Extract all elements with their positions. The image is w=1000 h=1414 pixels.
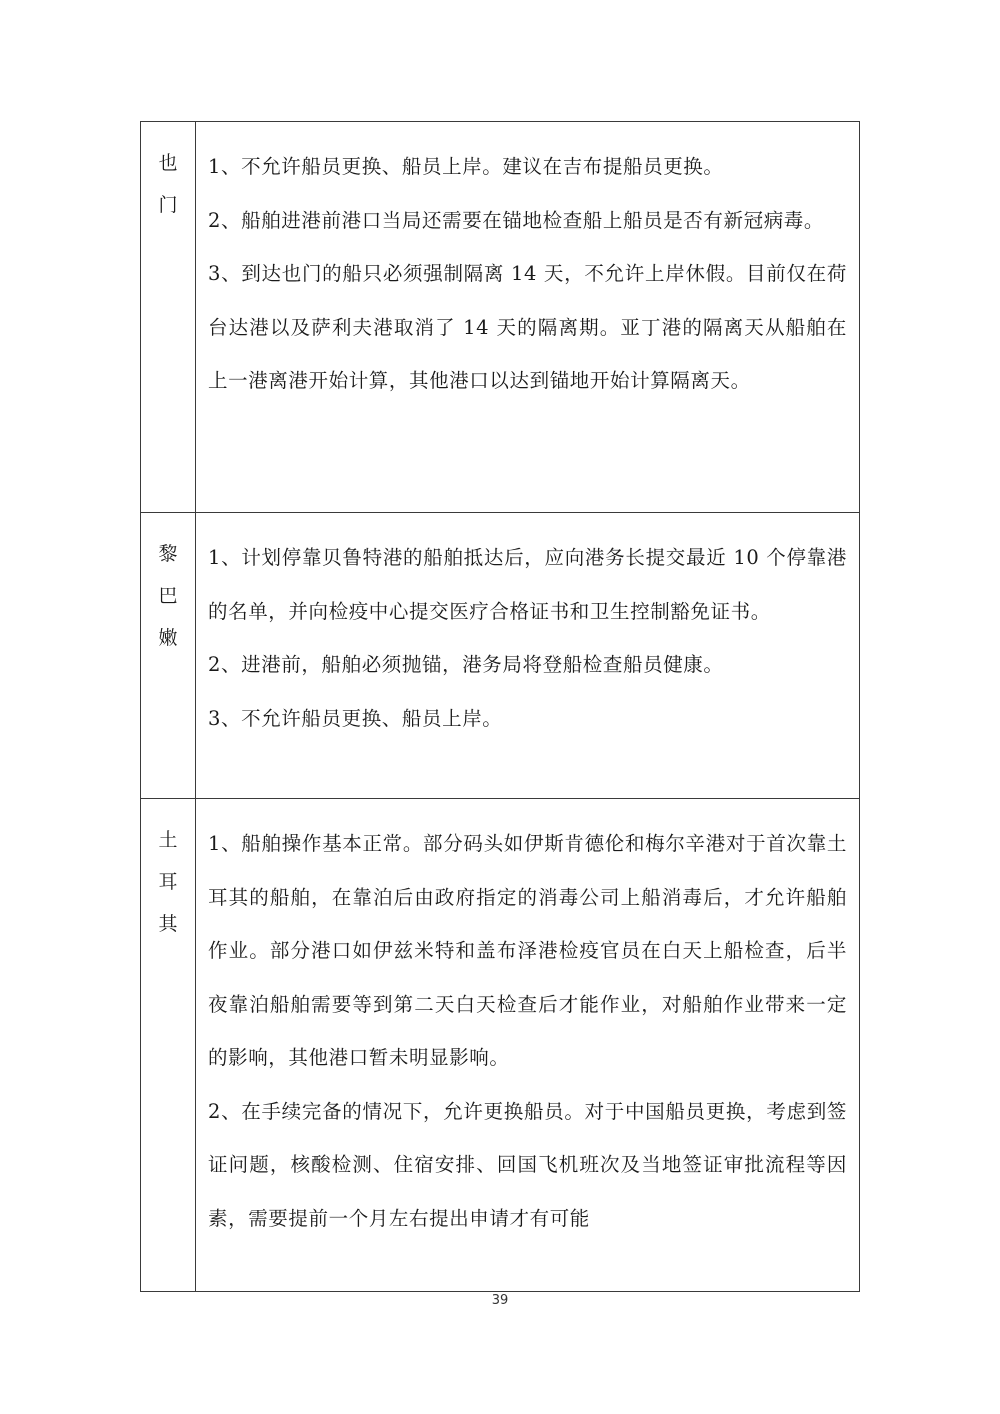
country-name: 黎巴嫩 [158,543,178,649]
country-cell [141,122,196,512]
country-cell [141,513,196,798]
country-name: 也门 [158,152,178,216]
table-row [141,122,859,512]
measures-cell [196,799,859,1291]
measure-paragraph: 2、在手续完备的情况下，允许更换船员。对于中国船员更换，考虑到签证问题，核酸检测、住宿安排、回国飞机班次及当地签证审批流程等因素，需要提前一个月左右提出申请才有可能 [208,1099,847,1230]
measure-paragraph: 2、船舶进港前港口当局还需要在锚地检查船上船员是否有新冠病毒。 [208,208,825,232]
country-name: 土耳其 [158,829,178,935]
measure-paragraph: 3、到达也门的船只必须强制隔离 14 天，不允许上岸休假。目前仅在荷台达港以及萨利夫港取消了 14 天的隔离期。亚丁港的隔离天从船舶在上一港离港开始计算，其他港口以达到锚地开始计算隔离天。 [208,262,847,392]
measure-paragraph: 1、不允许船员更换、船员上岸。建议在吉布提船员更换。 [208,155,724,178]
measure-paragraph: 1、计划停靠贝鲁特港的船舶抵达后，应向港务长提交最近 10 个停靠港的名单，并向检疫中心提交医疗合格证书和卫生控制豁免证书。 [208,546,847,623]
measures-cell [196,513,859,798]
measure-paragraph: 3、不允许船员更换、船员上岸。 [208,706,503,730]
table-row [141,512,859,798]
measures-cell [196,122,859,512]
country-measures-table [140,121,860,1292]
country-cell [141,799,196,1291]
measure-paragraph: 1、船舶操作基本正常。部分码头如伊斯肯德伦和梅尔辛港对于首次靠土耳其的船舶，在靠泊后由政府指定的消毒公司上船消毒后，才允许船舶作业。部分港口如伊兹米特和盖布泽港检疫官员在白天上船检查，后半夜靠泊船舶需要等到第二天白天检查后才能作业，对船舶作业带来一定的影响，其他港口暂未明显影响。 [208,832,847,1069]
measure-paragraph: 2、进港前，船舶必须抛锚，港务局将登船检查船员健康。 [208,653,724,676]
table-row [141,798,859,1291]
page-number: 39 [491,1293,509,1308]
